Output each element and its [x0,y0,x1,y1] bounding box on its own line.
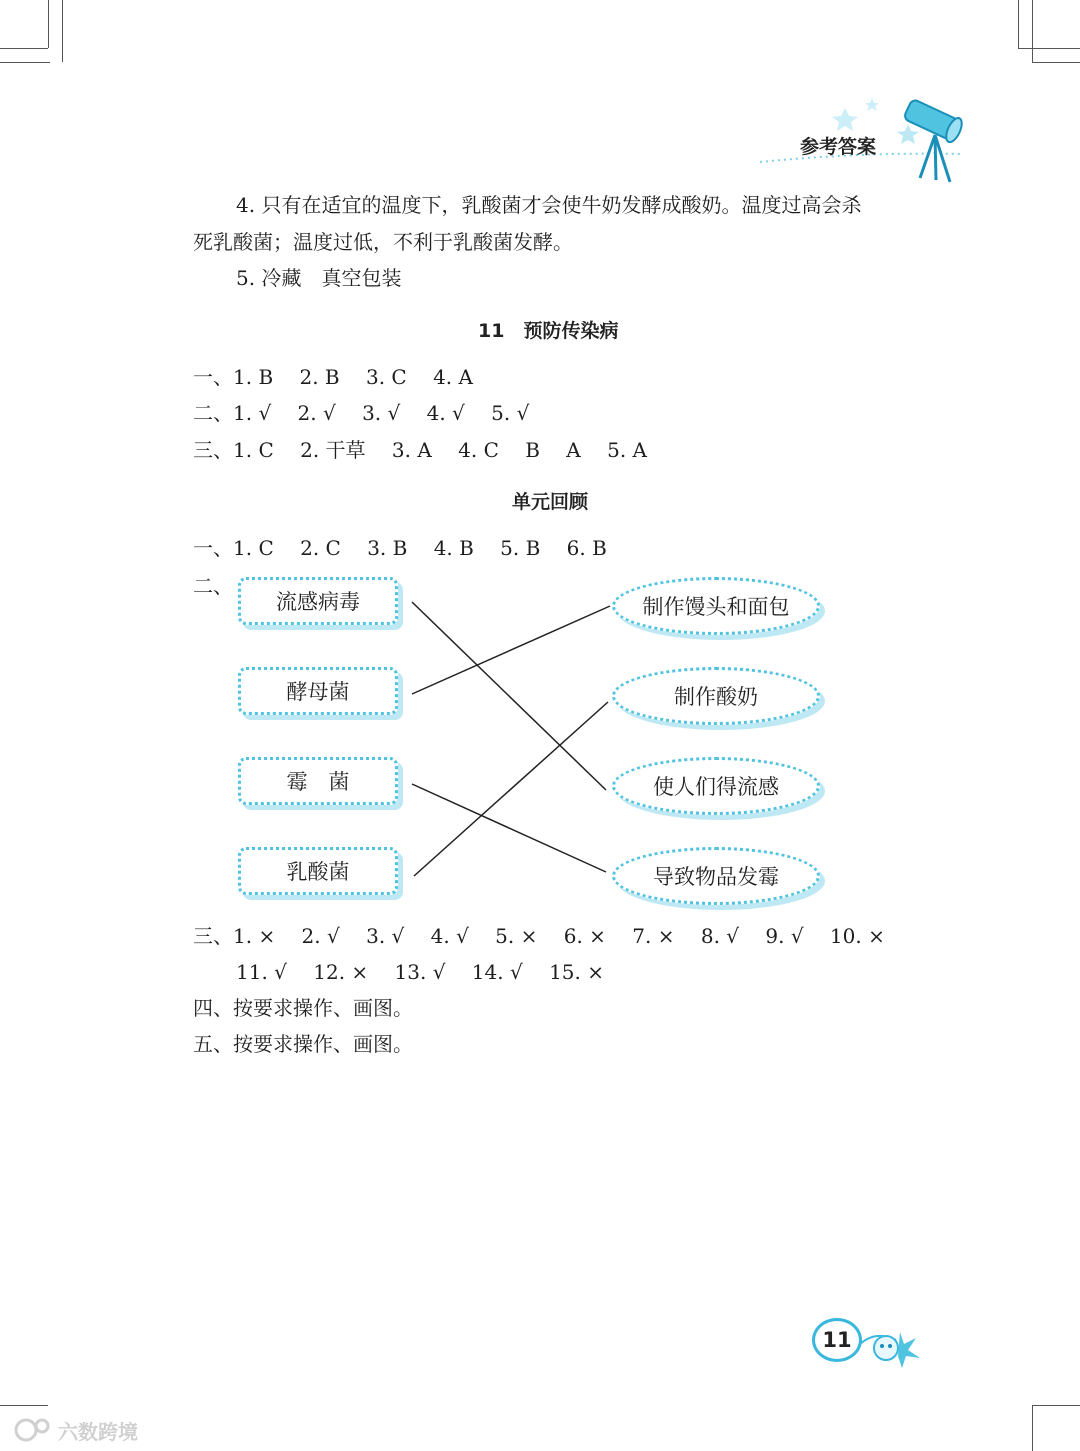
answer-11-part2: 二、1. √ 2. √ 3. √ 4. √ 5. √ [193,401,530,425]
match-right-item: 导致物品发霉 [612,847,820,905]
header-title: 参考答案 [800,136,877,158]
answer-10-4-line2: 死乳酸菌；温度过低，不利于乳酸菌发酵。 [193,230,573,254]
match-left-item: 酵母菌 [238,667,398,715]
page-number: 11 [812,1318,862,1362]
review-part3-line2: 11. √ 12. × 13. √ 14. √ 15. × [236,960,604,984]
match-right-item: 制作酸奶 [612,667,820,725]
section-11-title: 11 预防传染病 [478,320,619,342]
answer-10-4-line1: 4. 只有在适宜的温度下，乳酸菌才会使牛奶发酵成酸奶。温度过高会杀 [236,193,862,217]
answer-11-part3: 三、1. C 2. 干草 3. A 4. C B A 5. A [193,438,647,462]
review-part3-line1: 三、1. × 2. √ 3. √ 4. √ 5. × 6. × 7. × 8. √ 9. √ 10. × [193,924,885,948]
review-part2-label: 二、 [193,574,233,598]
answer-10-5: 5. 冷藏 真空包装 [236,266,402,290]
answer-11-part1: 一、1. B 2. B 3. C 4. A [193,365,473,389]
review-part4: 四、按要求操作、画图。 [193,996,413,1020]
watermark-logo-icon [12,1416,56,1444]
match-left-item: 霉 菌 [238,757,398,805]
match-left-item: 流感病毒 [238,577,398,625]
match-left-item: 乳酸菌 [238,847,398,895]
match-right-item: 使人们得流感 [612,757,820,815]
review-part5: 五、按要求操作、画图。 [193,1032,413,1056]
match-right-item: 制作馒头和面包 [612,577,820,635]
review-part1: 一、1. C 2. C 3. B 4. B 5. B 6. B [193,536,607,560]
mascot-icon [856,1322,928,1370]
review-title: 单元回顾 [512,491,589,513]
watermark-text: 六数跨境 [58,1420,138,1444]
